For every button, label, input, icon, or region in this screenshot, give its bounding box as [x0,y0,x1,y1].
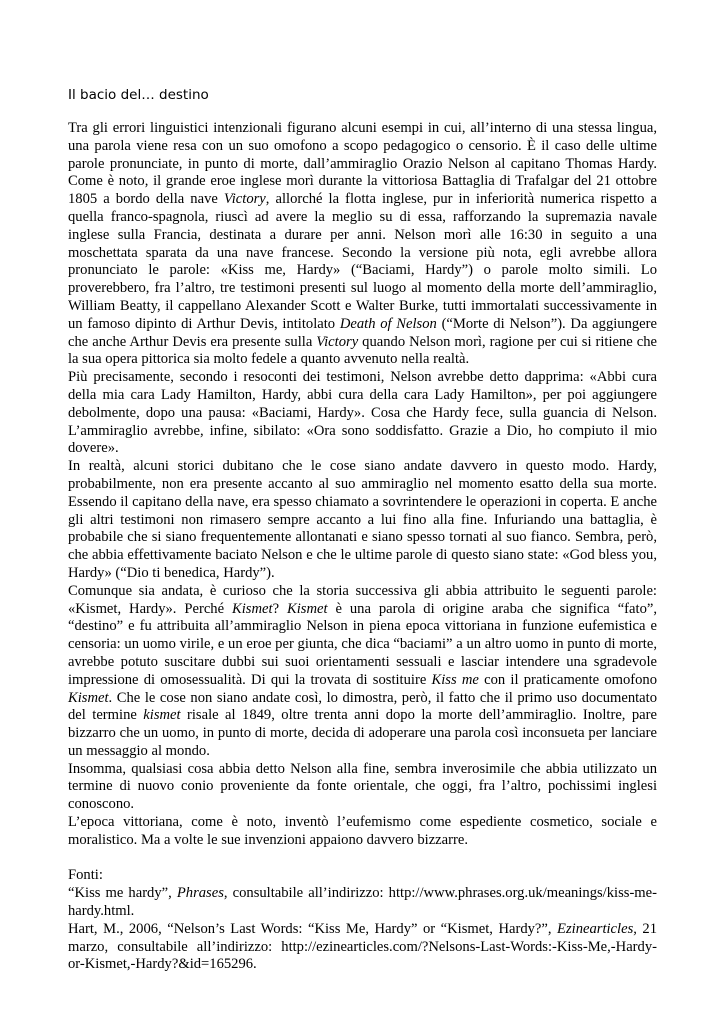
source-entry: “Kiss me hardy”, Phrases, consultabile all’indirizzo: http://www.phrases.org.uk/meanings/kiss-me-hardy.html. [68,885,657,920]
italic-text: Victory [223,191,266,208]
italic-text: Victory [316,333,359,350]
sources-heading: Fonti: [68,867,103,884]
italic-text: Kismet [232,600,273,617]
paragraph: Tra gli errori linguistici intenzionali figurano alcuni esempi in cui, all’interno di una stessa lingua, una parola viene resa con un suo omofono a scopo pedagogico o censorio. È il caso delle ultime parole pronunciate, in punto di morte, dall’ammiraglio Orazio Nelson al capitano Thomas Hardy. Come è noto, il grande eroe inglese morì durante la vittoriosa Battaglia di Trafalgar del 21 ottobre 1805 a bordo della nave Victory, allorché la flotta inglese, pur in inferiorità numerica rispetto a quella franco-spagnola, riuscì ad avere la meglio su di essa, rafforzando la supremazia navale inglese sulla Francia, destinata a durare per anni. Nelson morì alle 16:30 in seguito a una moschettata sparata da una nave francese. Secondo la versione più nota, egli avrebbe allora pronunciato le parole: «Kiss me, Hardy» (“Baciami, Hardy”) o parole molto simili. Lo proverebbero, fra l’altro, tre testimoni presenti sul luogo al momento della morte dell’ammiraglio, William Beatty, il cappellano Alexander Scott e Walter Burke, tutti immortalati successivamente in un famoso dipinto di Arthur Devis, intitolato Death of Nelson (“Morte di Nelson”). Da aggiungere che anche Arthur Devis era presente sulla Victory quando Nelson morì, ragione per cui si ritiene che la sua opera pittorica sia molto fedele a quanto avvenuto nella realtà. [68,120,657,368]
italic-text: Ezinearticles [557,920,634,937]
spacer [68,850,657,868]
italic-text: kismet [143,707,181,724]
italic-text: Kiss me [431,671,479,688]
paragraph: L’epoca vittoriana, come è noto, inventò l’eufemismo come espediente cosmetico, sociale e moralistico. Ma a volte le sue invenzioni appaiono davvero bizzarre. [68,814,657,848]
paragraph: Insomma, qualsiasi cosa abbia detto Nelson alla fine, sembra inverosimile che abbia utilizzato un termine di nuovo conio proveniente da fonte orientale, che oggi, fra l’altro, pochissimi inglesi conoscono. [68,760,657,813]
paragraph: Più precisamente, secondo i resoconti dei testimoni, Nelson avrebbe detto dapprima: «Abbi cura della mia cara Lady Hamilton, Hardy, abbi cura della cara Lady Hamilton», per poi aggiungere debolmente, dopo una pausa: «Baciami, Hardy». Cosa che Hardy fece, sulla guancia di Nelson. L’ammiraglio avrebbe, infine, sibilato: «Ora sono soddisfatto. Grazie a Dio, ho compiuto il mio dovere». [68,369,657,457]
italic-text: Kismet [68,689,109,706]
article-body [68,120,657,974]
paragraph: Comunque sia andata, è curioso che la storia successiva gli abbia attribuito le seguenti parole: «Kismet, Hardy». Perché Kismet? Kismet è una parola di origine araba che significa “fato”, “destino” e fu attribuita all’ammiraglio Nelson in piena epoca vittoriana in funzione eufemistica e censoria: un uomo virile, e un eroe per giunta, che dica “baciami” a un altro uomo in punto di morte, avrebbe potuto suscitare dubbi sui suoi orientamenti sessuali e lasciar intendere una sgradevole impressione di omosessualità. Di qui la trovata di sostituire Kiss me con il praticamente omofono Kismet. Che le cose non siano andate così, lo dimostra, però, il fatto che il primo uso documentato del termine kismet risale al 1849, oltre trenta anni dopo la morte dell’ammiraglio. Inoltre, pare bizzarro che un uomo, in punto di morte, decida di adoperare una parola così inconsueta per lanciare un messaggio al mondo. [68,582,658,759]
italic-text: Death of Nelson [339,315,437,332]
italic-text: Kismet [286,600,328,617]
italic-text: Phrases [176,885,224,902]
sources-section [68,867,657,974]
article-title: Il bacio del… destino [68,87,209,103]
source-entry: Hart, M., 2006, “Nelson’s Last Words: “Kiss Me, Hardy” or “Kismet, Hardy?”, Ezinearticles, 21 marzo, consultabile all’indirizzo: http://ezinearticles.com/?Nelsons-Last-Words:-Kiss-Me,-Hardy-or-Kismet,-Hardy?&id=165296. [68,920,658,973]
paragraph: In realtà, alcuni storici dubitano che le cose siano andate davvero in questo modo. Hardy, probabilmente, non era presente accanto al suo ammiraglio nel momento esatto della sua morte. Essendo il capitano della nave, era spesso chiamato a sovrintendere le operazioni in coperta. E anche gli altri testimoni non rimasero sempre accanto a lui fino alla fine. Infuriando una battaglia, è probabile che si siano frequentemente allontanati e siano spesso tornati al suo fianco. Sembra, però, che abbia effettivamente baciato Nelson e che le ultime parole di questo siano state: «God bless you, Hardy» (“Dio ti benedica, Hardy”). [68,458,657,581]
